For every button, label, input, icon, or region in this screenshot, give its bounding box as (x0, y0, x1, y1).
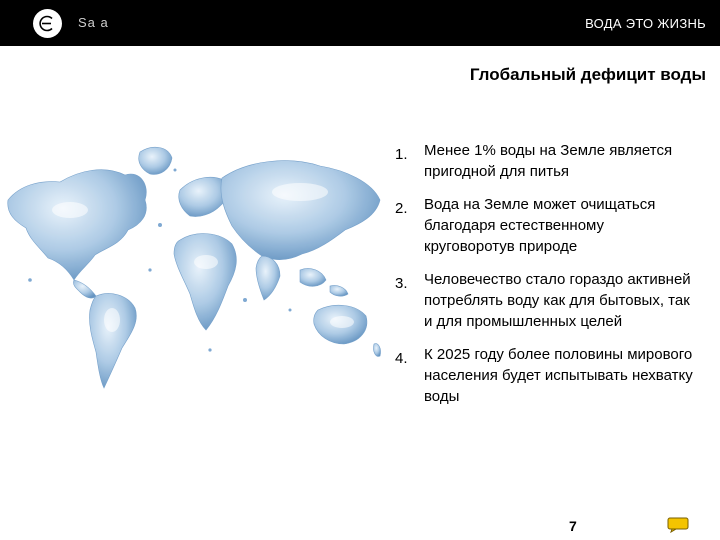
slide-title: Глобальный дефицит воды (469, 65, 706, 84)
list-item-text: Менее 1% воды на Земле является пригодной для питья (424, 142, 673, 180)
top-bar (0, 0, 720, 46)
speech-bubble-icon[interactable] (667, 517, 689, 533)
list-item-number: 3. (395, 275, 408, 292)
page-number: 7 (569, 518, 577, 534)
list-item-text: К 2025 году более половины мирового населения будет испытывать нехватку воды (424, 346, 693, 405)
water-world-map-image (0, 130, 390, 400)
list-item-text: Человечество стало гораздо активней потреблять воду как для бытовых, так и для промышленных целей (424, 271, 691, 330)
logo-text: Sa a (78, 15, 109, 30)
facts-list (395, 140, 695, 419)
list-item-number: 1. (395, 146, 408, 163)
header-title: ВОДА ЭТО ЖИЗНЬ (585, 16, 706, 31)
list-item (395, 140, 695, 182)
list-item-number: 4. (395, 350, 408, 367)
list-item-number: 2. (395, 200, 408, 217)
list-item (395, 344, 695, 407)
list-item (395, 194, 695, 257)
list-item-text: Вода на Земле может очищаться благодаря естественному круговоротув природе (424, 196, 656, 255)
e-logo-icon (33, 9, 62, 38)
list-item (395, 269, 695, 332)
